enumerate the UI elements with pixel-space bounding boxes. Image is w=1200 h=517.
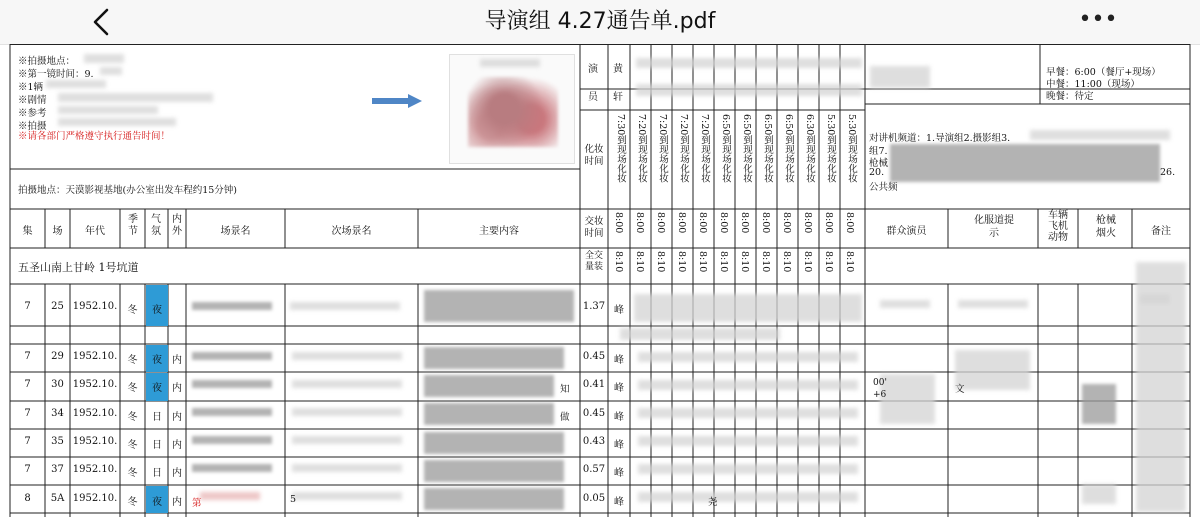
makeup-time-label: 化妆时间 [584,144,604,167]
full-makeup-time: 8:10 [760,251,771,273]
radio-channels: 26. [1160,167,1176,178]
row-pages: 0.41 [582,379,606,390]
row-era: 1952.10. [72,493,118,504]
full-makeup-time: 8:10 [634,251,645,273]
content-fragment: 做 [560,412,570,423]
deliver-time: 8:00 [823,212,834,234]
row-pages: 1.37 [582,301,606,312]
row-cast: 峰 [614,305,624,316]
row-season: 冬 [127,468,138,479]
col-scene-name: 场景名 [220,226,251,237]
notice-line: ※1辆 [18,82,44,93]
col-vehicle: 车辆飞机动物 [1048,210,1068,243]
row-pages: 0.57 [582,464,606,475]
row-era: 1952.10. [72,408,118,419]
notice-line: ※第一镜时间：9. [18,69,94,80]
meal-dinner: 晚餐：待定 [1046,91,1094,102]
row-episode: 7 [24,301,31,312]
row-season: 冬 [127,440,138,451]
makeup-time: 5:30到现场化妆 [846,114,857,183]
notice-line: ※剧情 [18,95,47,106]
makeup-time: 7:20到现场化妆 [699,114,710,183]
makeup-time: 6:50到现场化妆 [741,114,752,183]
row-cast: 峰 [614,355,624,366]
row-scene: 25 [51,301,64,312]
col-content: 主要内容 [479,226,519,237]
arrow-right-icon [372,94,422,108]
meal-lunch: 中餐：11:00（现场） [1046,79,1140,90]
row-scene: 29 [51,351,64,362]
row-scene: 5A [50,493,65,504]
col-era: 年代 [85,226,105,237]
makeup-time: 7:20到现场化妆 [678,114,689,183]
notice-warning: ※请各部门严格遵守执行通告时间！ [18,131,171,142]
cast-fragment: 尧 [708,497,718,508]
col-note: 备注 [1151,226,1171,237]
radio-channels: 20. [869,167,885,178]
meal-breakfast: 早餐：6:00（餐厅+现场） [1046,67,1161,78]
content-fragment: 知 [560,384,570,395]
col-inout: 内外 [172,214,182,237]
radio-channels: 对讲机频道：1.导演组2.摄影组3. [869,133,1011,144]
more-dots-icon: ••• [1078,7,1118,32]
row-episode: 8 [24,493,31,504]
deliver-time: 8:00 [634,212,645,234]
row-episode: 7 [24,351,31,362]
full-makeup-time: 8:10 [823,251,834,273]
radio-channels: 组7. [869,146,888,157]
deliver-time: 8:00 [844,212,855,234]
col-weather: 气氛 [151,214,161,237]
deliver-time: 8:00 [676,212,687,234]
row-inout: 内 [172,497,182,508]
row-inout: 内 [172,440,182,451]
row-cast: 峰 [614,468,624,479]
deliver-time: 8:00 [655,212,666,234]
row-scene: 35 [51,436,64,447]
full-makeup-time: 8:10 [697,251,708,273]
map-thumbnail [449,54,575,164]
row-inout: 内 [172,383,182,394]
row-era: 1952.10. [72,351,118,362]
row-season: 冬 [127,305,138,316]
cast-label: 演 [588,64,598,75]
col-season: 季节 [128,214,138,237]
notice-line: ※拍摄 [18,121,47,132]
row-weather: 日 [152,440,162,451]
deliver-time: 8:00 [781,212,792,234]
row-scene: 37 [51,464,64,475]
col-episode: 集 [22,226,33,237]
sub-scene-fragment: 5 [290,494,297,505]
full-makeup-label: 全交量装 [584,251,603,272]
radio-channels: 公共频 [869,182,898,193]
makeup-time: 5:30到现场化妆 [825,114,836,183]
row-era: 1952.10. [72,436,118,447]
row-inout: 内 [172,468,182,479]
row-weather: 夜 [152,383,162,394]
row-episode: 7 [24,408,31,419]
deliver-time: 8:00 [718,212,729,234]
makeup-time: 7:20到现场化妆 [657,114,668,183]
makeup-time: 6:30到现场化妆 [804,114,815,183]
cast-name: 黄 [613,64,623,75]
deliver-time: 8:00 [802,212,813,234]
row-weather: 日 [152,468,162,479]
col-sub-scene: 次场景名 [331,226,372,237]
row-weather: 夜 [152,305,162,316]
cast-label: 员 [588,92,598,103]
makeup-time: 6:50到现场化妆 [762,114,773,183]
row-pages: 0.43 [582,436,606,447]
full-makeup-time: 8:10 [781,251,792,273]
row-pages: 0.05 [582,493,606,504]
document-title: 导演组 4.27通告单.pdf [484,9,716,34]
row-season: 冬 [127,497,138,508]
row-scene: 30 [51,379,64,390]
top-bar [0,0,1200,45]
row-pages: 0.45 [582,408,606,419]
map-thumbnail-icon [468,77,558,147]
full-makeup-time: 8:10 [718,251,729,273]
col-costume: 化服道提示 [974,215,1014,239]
full-makeup-time: 8:10 [739,251,750,273]
row-pages: 0.45 [582,351,606,362]
notice-line: ※拍摄地点： [18,56,76,67]
row-weather: 夜 [152,355,162,366]
full-makeup-time: 8:10 [676,251,687,273]
row-weather: 日 [152,412,162,423]
deliver-time: 8:00 [613,212,624,234]
cast-name: 轩 [613,92,623,103]
row-era: 1952.10. [72,379,118,390]
row-cast: 峰 [614,412,624,423]
makeup-time: 7:30到现场化妆 [615,114,626,183]
full-makeup-time: 8:10 [802,251,813,273]
deliver-time: 8:00 [739,212,750,234]
extras-fragment: 00' [873,378,887,388]
location-title: 五圣山南上甘岭 1号坑道 [18,261,139,274]
makeup-time: 7:20到现场化妆 [636,114,647,183]
notice-line: ※参考 [18,108,47,119]
row-cast: 峰 [614,440,624,451]
row-season: 冬 [127,355,138,366]
location-line: 拍摄地点：天漠影视基地(办公室出发车程约15分钟) [18,185,238,196]
document-view[interactable] [0,44,1200,517]
full-makeup-time: 8:10 [655,251,666,273]
row-inout: 内 [172,412,182,423]
scene-name-fragment: 第 [192,498,202,509]
col-extras: 群众演员 [886,226,927,237]
full-makeup-time: 8:10 [613,251,624,273]
more-button[interactable] [1078,6,1118,38]
row-episode: 7 [24,464,31,475]
col-gun: 枪械烟火 [1096,215,1116,239]
row-season: 冬 [127,383,138,394]
row-cast: 峰 [614,497,624,508]
full-makeup-time: 8:10 [844,251,855,273]
row-inout: 内 [172,355,182,366]
makeup-time: 6:50到现场化妆 [783,114,794,183]
col-scene: 场 [52,226,63,237]
makeup-time: 6:50到现场化妆 [720,114,731,183]
radio-channels: 枪械 [869,158,889,169]
row-cast: 峰 [614,383,624,394]
row-era: 1952.10. [72,464,118,475]
extras-fragment: +6 [873,390,887,400]
row-scene: 34 [51,408,64,419]
row-episode: 7 [24,436,31,447]
row-weather: 夜 [152,497,162,508]
deliver-time: 8:00 [697,212,708,234]
row-episode: 7 [24,379,31,390]
row-era: 1952.10. [72,301,118,312]
deliver-time-label: 交妆时间 [584,216,604,239]
row-season: 冬 [127,412,138,423]
costume-fragment: 文 [955,384,965,395]
deliver-time: 8:00 [760,212,771,234]
